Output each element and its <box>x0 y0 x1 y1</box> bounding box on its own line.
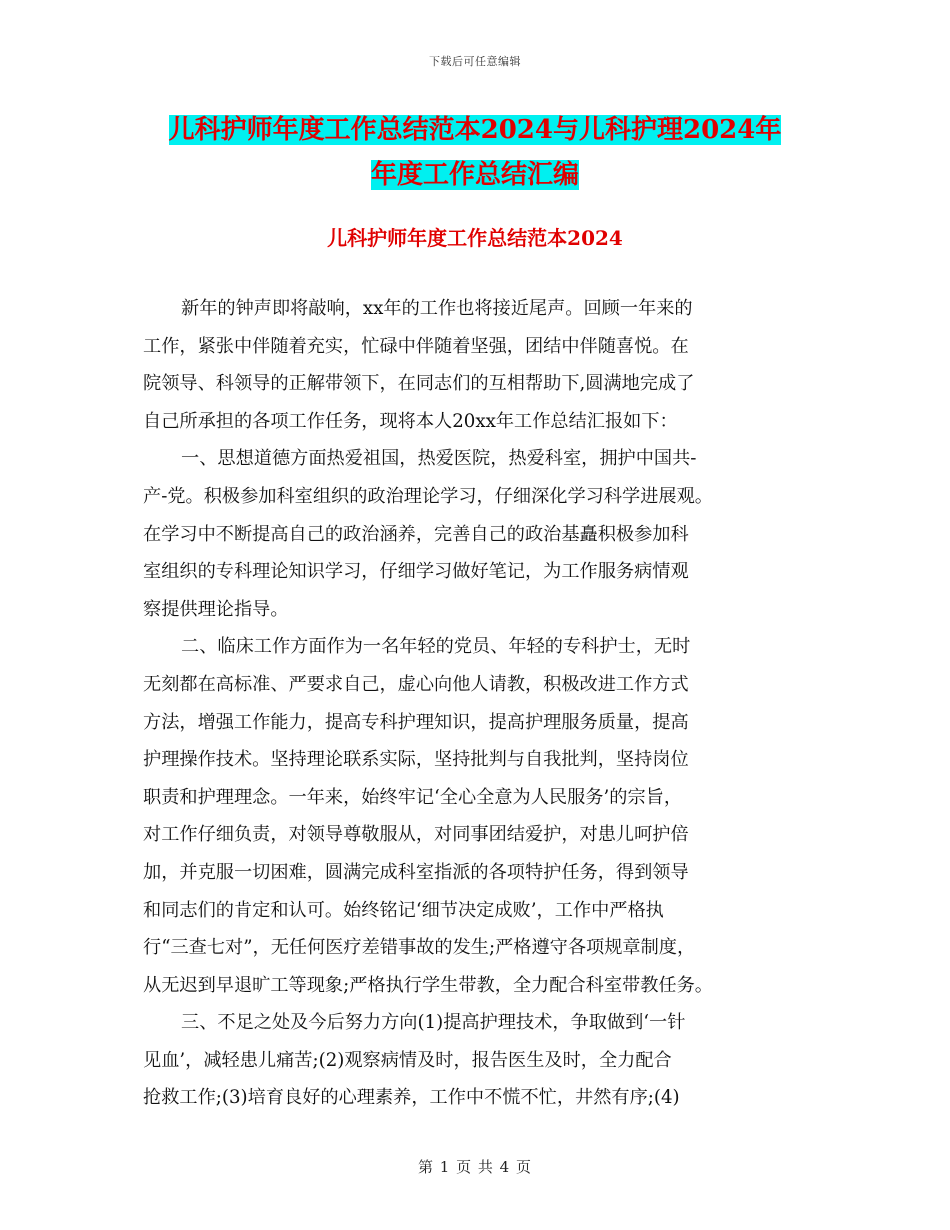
paragraph-line: 加，并克服一切困难，圆满完成科室指派的各项特护任务，得到领导 <box>143 861 689 883</box>
paragraph-line: 在学习中不断提高自己的政治涵养，完善自己的政治基矗积极参加科 <box>143 523 689 545</box>
header-note: 下载后可任意编辑 <box>429 55 521 68</box>
paragraph-line: 察提供理论指导。 <box>143 598 289 620</box>
paragraph-line: 院领导、科领导的正解带领下，在同志们的互相帮助下,圆满地完成了 <box>143 373 695 395</box>
paragraph-line: 和同志们的肯定和认可。始终铭记‘细节决定成败’，工作中严格执 <box>143 899 664 921</box>
paragraph-line: 职责和护理理念。一年来，始终牢记‘全心全意为人民服务’的宗旨， <box>143 786 683 808</box>
document-title <box>100 108 850 198</box>
paragraph-line: 室组织的专科理论知识学习，仔细学习做好笔记，为工作服务病情观 <box>143 561 689 583</box>
title-line-1: 儿科护师年度工作总结范本2024与儿科护理2024年 <box>168 115 782 145</box>
paragraph-line: 无刻都在高标准、严要求自己，虚心向他人请教，积极改进工作方式 <box>143 673 689 695</box>
paragraph-line: 工作，紧张中伴随着充实，忙碌中伴随着坚强，团结中伴随喜悦。在 <box>143 335 689 357</box>
paragraph-line: 抢救工作;(3)培育良好的心理素养，工作中不慌不忙，井然有序;(4) <box>143 1087 680 1109</box>
paragraph-line: 一、思想道德方面热爱祖国，热爱医院，热爱科室，拥护中国共- <box>181 448 697 470</box>
paragraph-line: 对工作仔细负责，对领导尊敬服从，对同事团结爱护，对患儿呵护倍 <box>143 824 689 846</box>
paragraph-line: 行“三查七对”，无任何医疗差错事故的发生;严格遵守各项规章制度， <box>143 937 696 959</box>
title-line-2: 年度工作总结汇编 <box>370 160 579 190</box>
paragraph-line: 方法，增强工作能力，提高专科护理知识，提高护理服务质量，提高 <box>143 711 689 733</box>
paragraph-line: 二、临床工作方面作为一名年轻的党员、年轻的专科护士，无时 <box>181 636 691 658</box>
page-number: 第 1 页 共 4 页 <box>418 1158 532 1176</box>
paragraph-line: 自己所承担的各项工作任务，现将本人20xx年工作总结汇报如下： <box>143 410 678 432</box>
section-title: 儿科护师年度工作总结范本2024 <box>327 226 623 250</box>
paragraph-line: 护理操作技术。坚持理论联系实际，坚持批判与自我批判，坚持岗位 <box>143 749 689 771</box>
paragraph-line: 三、不足之处及今后努力方向(1)提高护理技术，争取做到‘一针 <box>181 1012 686 1034</box>
paragraph-line: 从无迟到早退旷工等现象;严格执行学生带教，全力配合科室带教任务。 <box>143 974 713 996</box>
body-text <box>143 290 813 1117</box>
paragraph-line: 见血’，减轻患儿痛苦;(2)观察病情及时，报告医生及时，全力配合 <box>143 1049 672 1071</box>
paragraph-line: 产-党。积极参加科室组织的政治理论学习，仔细深化学习科学进展观。 <box>143 485 713 507</box>
paragraph-line: 新年的钟声即将敲响，xx年的工作也将接近尾声。回顾一年来的 <box>181 298 693 319</box>
